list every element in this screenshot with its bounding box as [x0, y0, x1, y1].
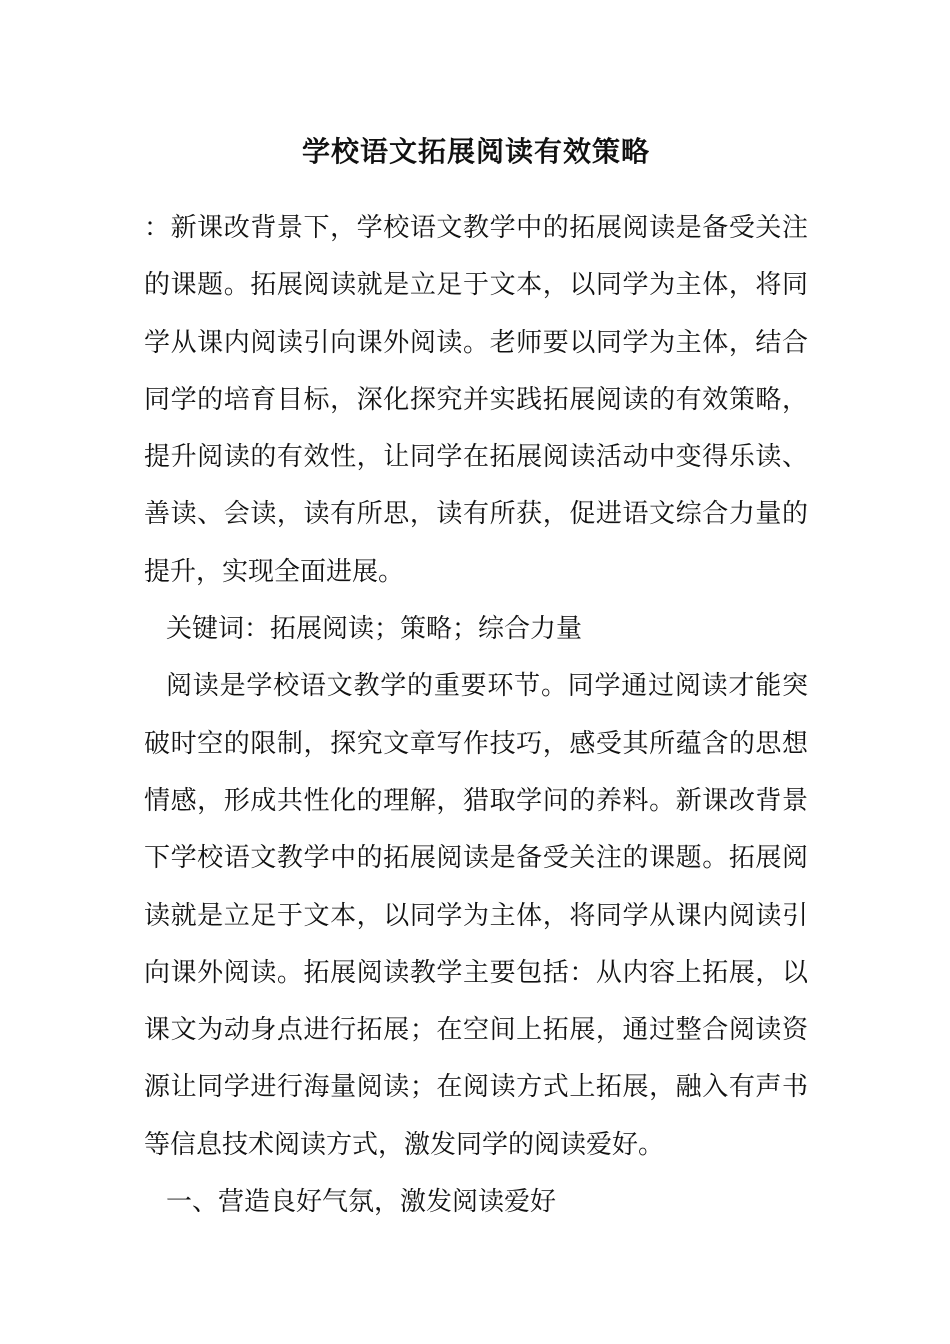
body-paragraph: 阅读是学校语文教学的重要环节。同学通过阅读才能突破时空的限制，探究文章写作技巧，感受其所蕴含的思想情感，形成共性化的理解，猎取学问的养料。新课改背景下学校语文教学中的拓展阅读是备受关注的课题。拓展阅读就是立足于文本，以同学为主体，将同学从课内阅读引向课外阅读。拓展阅读教学主要包括：从内容上拓展，以课文为动身点进行拓展；在空间上拓展，通过整合阅读资源让同学进行海量阅读；在阅读方式上拓展，融入有声书等信息技术阅读方式，激发同学的阅读爱好。: [144, 671, 808, 1160]
keywords-line: 关键词：拓展阅读；策略；综合力量: [166, 614, 583, 645]
document-title: 学校语文拓展阅读有效策略: [301, 135, 650, 168]
abstract-paragraph: ：新课改背景下，学校语文教学中的拓展阅读是备受关注的课题。拓展阅读就是立足于文本，以同学为主体，将同学从课内阅读引向课外阅读。老师要以同学为主体，结合同学的培育目标，深化探究并实践拓展阅读的有效策略，提升阅读的有效性，让同学在拓展阅读活动中变得乐读、善读、会读，读有所思，读有所获，促进语文综合力量的提升，实现全面进展。: [144, 213, 808, 587]
section-heading: 一、营造良好气氛，激发阅读爱好: [166, 1187, 557, 1218]
document-body: [144, 200, 808, 1231]
